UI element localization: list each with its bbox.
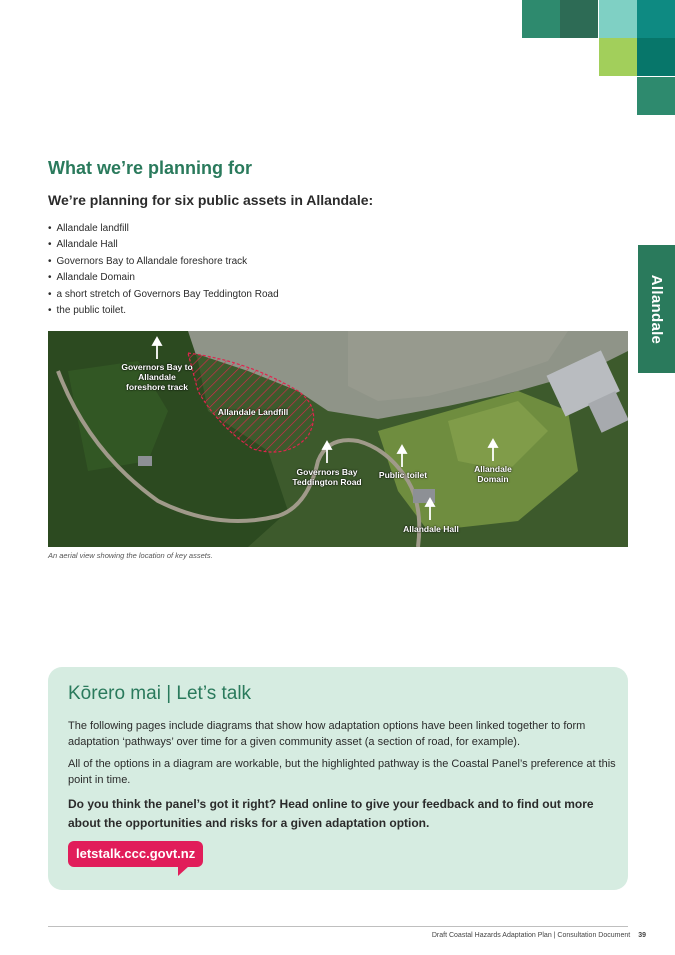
decor-square: [560, 0, 598, 38]
decor-square: [637, 77, 675, 115]
decor-square: [522, 0, 560, 38]
map-label-road: Governors Bay Teddington Road: [292, 467, 362, 487]
footer-text: Draft Coastal Hazards Adaptation Plan | Consultation Document: [431, 932, 631, 939]
lets-talk-question: Do you think the panel’s got it right? Head online to give your feedback and to find out more about the opportunities and risks for a given adaptation option.: [68, 797, 594, 830]
list-item: • Governors Bay to Allandale foreshore track: [48, 254, 279, 270]
lets-talk-title: Kōrero mai | Let’s talk: [68, 683, 252, 704]
map-label-foreshore-track: Governors Bay to Allandale foreshore track: [121, 362, 193, 392]
asset-list: [48, 221, 279, 319]
decor-square: [637, 38, 675, 76]
decor-square: [637, 0, 675, 38]
map-label-toilet: Public toilet: [378, 470, 428, 480]
side-tab: [638, 245, 675, 373]
letstalk-link[interactable]: letstalk.ccc.govt.nz: [68, 841, 203, 867]
map-label-domain: Allandale Domain: [474, 464, 512, 484]
side-tab-label: Allandale: [648, 274, 666, 344]
list-item: • the public toilet.: [48, 303, 279, 319]
map-label-landfill: Allandale Landfill: [217, 407, 289, 417]
page-footer: [432, 932, 646, 939]
list-item: • Allandale landfill: [48, 221, 279, 237]
section-subtitle: We’re planning for six public assets in Allandale:: [48, 192, 374, 208]
lets-talk-paragraph: The following pages include diagrams that show how adaptation options have been linked together to form adaptation ‘pathways’ over time for a given community asset (a section of road, for example).: [68, 720, 586, 748]
map-label-hall: Allandale Hall: [403, 524, 459, 534]
list-item: • Allandale Domain: [48, 270, 279, 286]
decor-square: [599, 0, 637, 38]
map-caption: An aerial view showing the location of key assets.: [48, 551, 213, 560]
list-item: • a short stretch of Governors Bay Teddington Road: [48, 287, 279, 303]
decor-square: [599, 38, 637, 76]
section-title: What we’re planning for: [48, 158, 253, 178]
footer-divider: [48, 926, 628, 927]
aerial-map: [48, 331, 628, 547]
page-number: 39: [638, 932, 646, 939]
lets-talk-box: [48, 667, 628, 890]
list-item: • Allandale Hall: [48, 237, 279, 253]
lets-talk-paragraph: All of the options in a diagram are workable, but the highlighted pathway is the Coastal Panel’s preference at this point in time.: [68, 758, 616, 786]
